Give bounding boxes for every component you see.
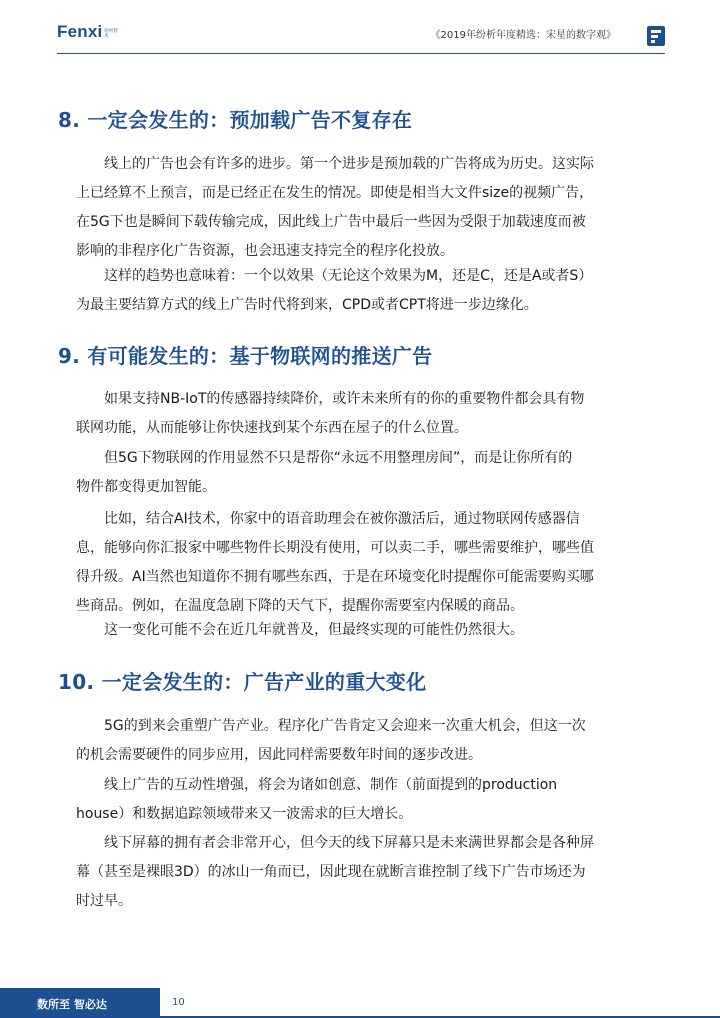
- paragraph: [76, 505, 667, 621]
- logo-wordmark: Fenxi: [57, 22, 103, 41]
- footer-slogan: 数所至 智必达: [37, 998, 107, 1011]
- paragraph-line: 得升级。AI当然也知道你不拥有哪些东西，于是在环境变化时提醒你可能需要购买哪: [76, 569, 594, 585]
- section-title-8: 8. 一定会发生的：预加载广告不复存在: [58, 108, 413, 132]
- paragraph-line: 影响的非程序化广告资源，也会迅速支持完全的程序化投放。: [76, 243, 454, 259]
- paragraph-line: 线上广告的互动性增强，将会为诸如创意、制作（前面提到的production: [104, 777, 558, 793]
- paragraph: [76, 616, 667, 645]
- paragraph: [76, 712, 667, 770]
- paragraph: [76, 262, 667, 320]
- paragraph-line: 但5G下物联网的作用显然不只是帮你“永远不用整理房间”，而是让你所有的: [104, 450, 573, 466]
- paragraph-line: 如果支持NB-IoT的传感器持续降价，或许未来所有的你的重要物件都会具有物: [104, 391, 585, 407]
- paragraph-line: 线上的广告也会有许多的进步。第一个进步是预加载的广告将成为历史。这实际: [104, 156, 594, 172]
- paragraph: [76, 771, 667, 829]
- fenxi-logo: [57, 22, 118, 42]
- paragraph-line: 物件都变得更加智能。: [76, 479, 216, 495]
- footer-band: [0, 988, 160, 1018]
- paragraph-line: 上已经算不上预言，而是已经正在发生的情况。即使是相当大文件size的视频广告，: [76, 185, 594, 201]
- section-title-9: 9. 有可能发生的：基于物联网的推送广告: [58, 344, 433, 368]
- paragraph-line: 息，能够向你汇报家中哪些物件长期没有使用，可以卖二手，哪些需要维护，哪些值: [76, 540, 594, 556]
- paragraph-line: 这样的趋势也意味着：一个以效果（无论这个效果为M，还是C，还是A或者S）: [104, 268, 593, 284]
- paragraph: [76, 150, 667, 266]
- paragraph: [76, 385, 667, 443]
- paragraph-line: 些商品。例如，在温度急剧下降的天气下，提醒你需要室内保暖的商品。: [76, 598, 524, 614]
- section-title-10: 10. 一定会发生的：广告产业的重大变化: [58, 670, 427, 694]
- paragraph-line: 比如，结合AI技术，你家中的语音助理会在被你激活后，通过物联网传感器信: [104, 511, 580, 527]
- document-icon: [647, 26, 665, 46]
- paragraph: [76, 444, 667, 502]
- paragraph-line: 在5G下也是瞬间下载传输完成，因此线上广告中最后一些因为受限于加载速度而被: [76, 214, 586, 230]
- paragraph-line: 5G的到来会重塑广告产业。程序化广告肯定又会迎来一次重大机会，但这一次: [104, 718, 586, 734]
- logo-subtext: 纷析智库: [104, 29, 118, 39]
- paragraph-line: 这一变化可能不会在近几年就普及，但最终实现的可能性仍然很大。: [104, 622, 524, 638]
- paragraph-line: 线下屏幕的拥有者会非常开心，但今天的线下屏幕只是未来满世界都会是各种屏: [104, 835, 594, 851]
- paragraph-line: 的机会需要硬件的同步应用，因此同样需要数年时间的逐步改进。: [76, 747, 482, 763]
- paragraph-line: 时过早。: [76, 893, 132, 909]
- page-footer: [0, 988, 720, 1018]
- header-divider: [57, 53, 665, 54]
- paragraph-line: 为最主要结算方式的线上广告时代将到来，CPD或者CPT将进一步边缘化。: [76, 297, 538, 313]
- paragraph-line: 联网功能，从而能够让你快速找到某个东西在屋子的什么位置。: [76, 420, 468, 436]
- paragraph: [76, 829, 667, 916]
- paragraph-line: 幕（甚至是裸眼3D）的冰山一角而已，因此现在就断言谁控制了线下广告市场还为: [76, 864, 586, 880]
- paragraph-line: house）和数据追踪领域带来又一波需求的巨大增长。: [76, 806, 413, 822]
- document-title: 《2019年纷析年度精选：宋星的数字观》: [430, 30, 616, 41]
- page-number: 10: [172, 997, 185, 1008]
- page-header: [0, 0, 720, 60]
